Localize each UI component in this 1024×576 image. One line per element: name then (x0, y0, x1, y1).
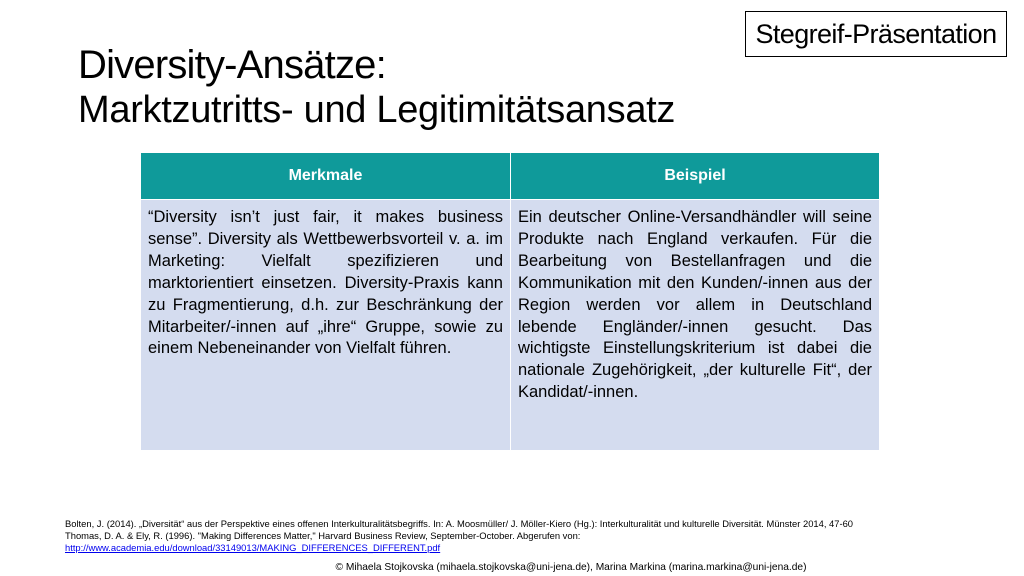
references (65, 518, 965, 554)
stegreif-badge: Stegreif-Präsentation (745, 11, 1007, 57)
cell-merkmale: “Diversity isn’t just fair, it makes business sense”. Diversity als Wettbewerbsvorteil v. a. im Marketing: Vielfalt spezifizieren und marktorientiert einsetzen. Diversity-Praxis kann zu Fragmentierung, d.h. zur Beschränkung der Mitarbeiter/-innen auf „ihre“ Gruppe, sowie zu einem Nebeneinander von Vielfalt führen. (141, 200, 511, 451)
reference-bolten: Bolten, J. (2014). „Diversität“ aus der Perspektive eines offenen Interkulturalitätsbegriffs. In: A. Moosmüller/ J. Möller-Kiero (Hg.): Interkulturalität und kulturelle Diversität. Münster 2014, 47-60 (65, 518, 854, 529)
copyright-footer: © Mihaela Stojkovska (mihaela.stojkovska@uni-jena.de), Marina Markina (marina.markina@uni-jena.de) (335, 562, 807, 573)
table-row (141, 200, 880, 451)
header-merkmale: Merkmale (141, 153, 511, 200)
reference-thomas: Thomas, D. A. & Ely, R. (1996). "Making Differences Matter," Harvard Business Review, September-October. Abgerufen von: (65, 530, 581, 541)
comparison-table (140, 152, 880, 451)
cell-beispiel: Ein deutscher Online-Versandhändler will seine Produkte nach England verkaufen. Für die Bearbeitung von Bestellanfragen und die Kommunikation mit den Kunden/-innen aus der Region werden vor allem in Deutschland lebende Engländer/-innen gesucht. Das wichtigste Einstellungskriterium ist dabei die nationale Zugehörigkeit, „der kulturelle Fit“, der Kandidat/-innen. (511, 200, 880, 451)
reference-link[interactable]: http://www.academia.edu/download/33149013/MAKING_DIFFERENCES_DIFFERENT.pdf (65, 542, 441, 553)
header-beispiel: Beispiel (511, 153, 880, 200)
table-header-row (141, 153, 880, 200)
slide-title: Diversity-Ansätze: (78, 43, 386, 87)
slide-subtitle: Marktzutritts- und Legitimitätsansatz (78, 89, 676, 131)
